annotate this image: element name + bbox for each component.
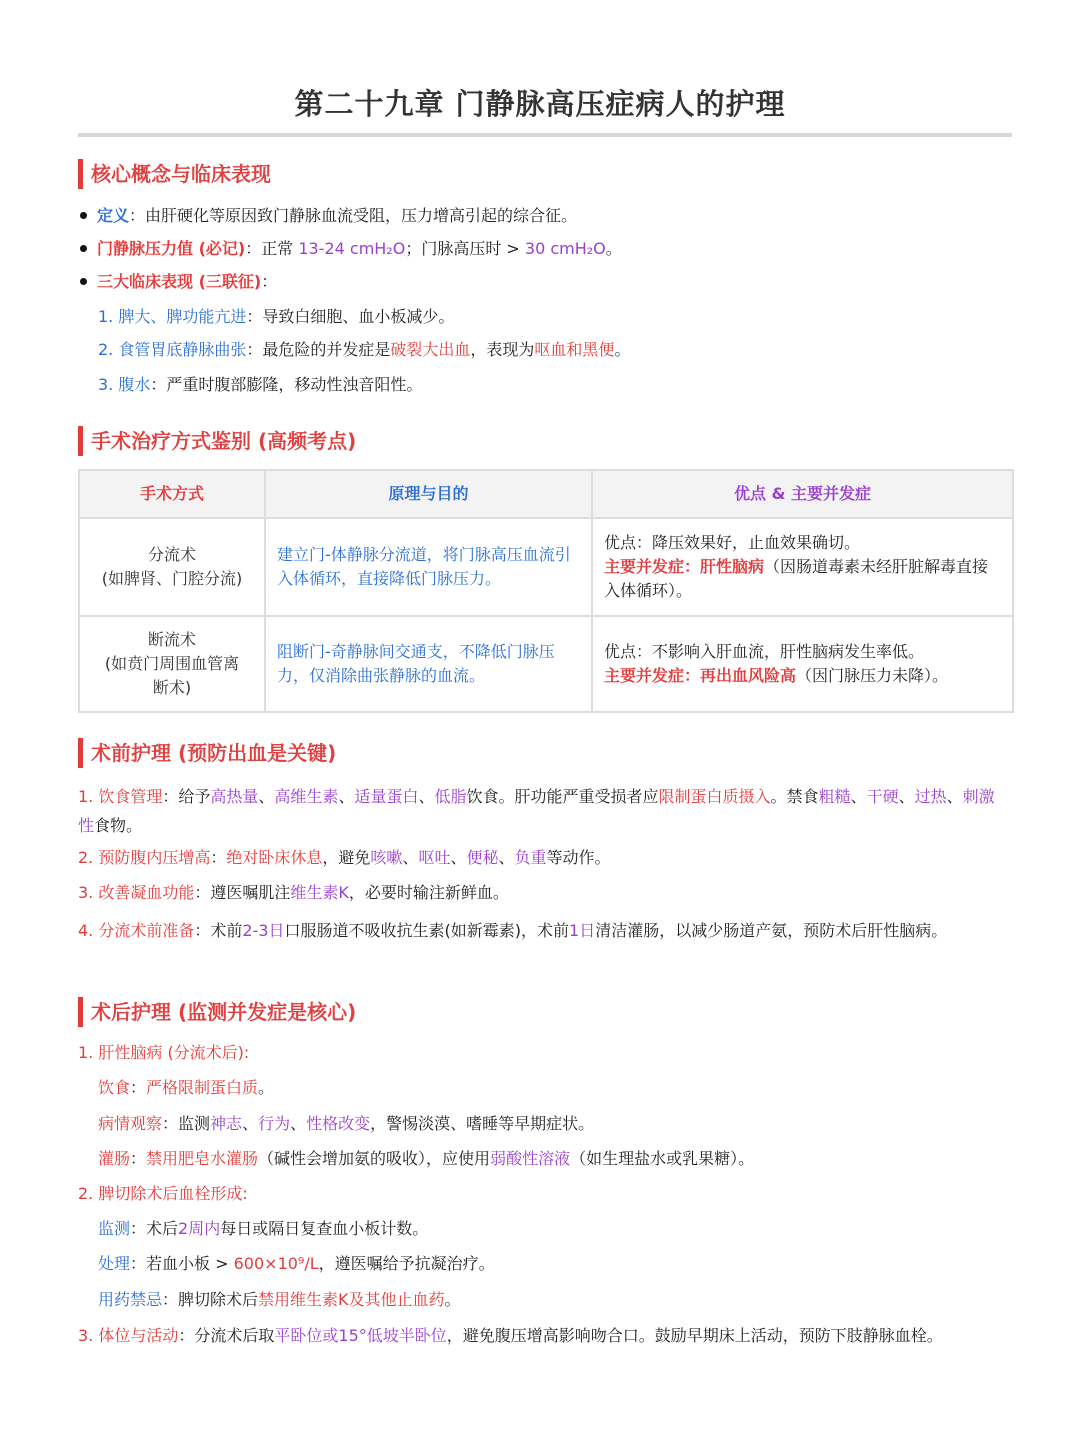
postop-position: 3. 体位与活动：分流术后取平卧位或15°低坡半卧位，避免腹压增高影响吻合口。鼓励早期床上活动，预防下肢静脉血栓。 — [78, 1326, 943, 1345]
highlight: 干硬 — [866, 787, 899, 806]
highlight: 2周内 — [178, 1219, 221, 1238]
triad-item-text: ，表现为 — [470, 340, 535, 359]
item-text: 口服肠道不吸收抗生素(如新霉素)，术前 — [284, 921, 570, 940]
item-text: 。禁食 — [770, 787, 819, 806]
table-row — [79, 518, 1013, 616]
triad-item-3: 3. 腹水：严重时腹部膨隆，移动性浊音阳性。 — [98, 375, 423, 394]
complication-note: （因肠道毒素未经肝脏解毒直接入体循环）。 — [604, 557, 989, 600]
item-text: 术前 — [210, 921, 243, 940]
table-header-row — [79, 470, 1013, 518]
item-text: 每日或隔日复查血小板计数。 — [220, 1219, 429, 1238]
triad-item-1: 1. 脾大、脾功能亢进：导致白细胞、血小板减少。 — [98, 307, 455, 326]
triad-item-label: 3. 腹水 — [98, 375, 151, 394]
item-label: 灌肠 — [98, 1149, 131, 1168]
pressure-high: 30 cmH₂O — [524, 239, 606, 258]
item-text: 分流术后取 — [194, 1326, 275, 1345]
highlight: 咳嗽 — [370, 848, 403, 867]
item-text: 术后 — [146, 1219, 179, 1238]
item-text: 饮食。肝功能严重受损者应 — [466, 787, 659, 806]
item-label: 处理 — [98, 1254, 131, 1273]
highlight: 严格限制蛋白质 — [146, 1078, 259, 1097]
surgery-comparison-table — [78, 469, 1014, 713]
principle-cell: 阻断门-奇静脉间交通支，不降低门脉压力，仅消除曲张静脉的血流。 — [265, 616, 592, 712]
item-text: 监测 — [178, 1114, 211, 1133]
pressure-line: 门静脉压力值 (必记)：正常 13-24 cmH₂O；门脉高压时 > 30 cmH₂O。 — [80, 237, 622, 261]
pros-cell — [592, 518, 1013, 616]
highlight: 适量蛋白 — [354, 787, 419, 806]
complication-label: 主要并发症： — [604, 557, 701, 576]
item-label: 2. 预防腹内压增高 — [78, 848, 211, 867]
item-text: ，必要时输注新鲜血。 — [348, 883, 509, 902]
triad-item-text: 导致白细胞、血小板减少。 — [262, 307, 455, 326]
method-example: 断术) — [152, 678, 192, 697]
highlight: 禁用肥皂水灌肠 — [146, 1149, 259, 1168]
pros-text: 优点：不影响入肝血流，肝性脑病发生率低。 — [604, 642, 925, 661]
preop-pressure: 2. 预防腹内压增高：绝对卧床休息，避免咳嗽、呕吐、便秘、负重等动作。 — [78, 848, 611, 867]
postop-treatment: 处理：若血小板 > 600×10⁹/L，遵医嘱给予抗凝治疗。 — [98, 1254, 495, 1273]
item-text: 食物。 — [94, 816, 143, 835]
item-label: 病情观察 — [98, 1114, 163, 1133]
highlight: 高维生素 — [274, 787, 339, 806]
item-text: 。 — [444, 1290, 461, 1309]
highlight: 绝对卧床休息 — [226, 848, 323, 867]
page-title: 第二十九章 门静脉高压症病人的护理 — [294, 87, 786, 121]
complication-text — [604, 555, 1002, 603]
method-example: (如脾肾、门腔分流) — [101, 569, 243, 588]
highlight: 限制蛋白质摄入 — [658, 787, 771, 806]
item-label: 用药禁忌 — [98, 1290, 163, 1309]
section-marker — [78, 426, 83, 456]
postop-drug-contraindication: 用药禁忌：脾切除术后禁用维生素K及其他止血药。 — [98, 1290, 461, 1309]
pressure-end: 。 — [605, 239, 622, 258]
postop-observation: 病情观察：监测神志、行为、性格改变，警惕淡漠、嗜睡等早期症状。 — [98, 1114, 595, 1133]
column-header-pros: 优点 & 主要并发症 — [592, 470, 1013, 518]
triad-item-label: 2. 食管胃底静脉曲张 — [98, 340, 247, 359]
preop-coagulation: 3. 改善凝血功能：遵医嘱肌注维生素K，必要时输注新鲜血。 — [78, 883, 509, 902]
item-text: 。 — [258, 1078, 275, 1097]
item-text: 脾切除术后 — [178, 1290, 259, 1309]
section-marker — [78, 159, 83, 189]
postop-enema: 灌肠：禁用肥皂水灌肠（碱性会增加氨的吸收），应使用弱酸性溶液（如生理盐水或乳果糖）。 — [98, 1149, 755, 1168]
complication-highlight: 再出血风险高 — [700, 666, 797, 685]
highlight: 600×10⁹/L — [233, 1254, 319, 1273]
item-label: 饮食 — [98, 1078, 131, 1097]
highlight: 2-3日 — [242, 921, 285, 940]
highlight: 粗糙 — [818, 787, 851, 806]
highlight: 行为 — [258, 1114, 291, 1133]
complication-highlight: 肝性脑病 — [700, 557, 765, 576]
pressure-label: 门静脉压力值 (必记) — [97, 239, 246, 258]
pros-cell — [592, 616, 1013, 712]
highlight: 低脂 — [434, 787, 467, 806]
complication-text — [604, 664, 1002, 688]
complication-note: （因门脉压力未降）。 — [796, 666, 949, 685]
complication-label: 主要并发症： — [604, 666, 701, 685]
item-label: 4. 分流术前准备 — [78, 921, 195, 940]
principle-cell: 建立门-体静脉分流道，将门脉高压血流引入体循环，直接降低门脉压力。 — [265, 518, 592, 616]
item-label: 监测 — [98, 1219, 131, 1238]
triad-line: 三大临床表现 (三联征)： — [80, 270, 277, 294]
postop-encephalopathy: 1. 肝性脑病 (分流术后): — [78, 1043, 250, 1062]
highlight: 高热量 — [210, 787, 259, 806]
triad-item-text: 最危险的并发症是 — [262, 340, 391, 359]
item-text: （如生理盐水或乳果糖）。 — [570, 1149, 755, 1168]
section-title: 核心概念与临床表现 — [91, 162, 271, 186]
method-name: 分流术 — [147, 545, 196, 564]
item-label: 1. 饮食管理 — [78, 787, 163, 806]
highlight: 呕血和黑便 — [534, 340, 615, 359]
preop-diet: 1. 饮食管理：给予高热量、高维生素、适量蛋白、低脂饮食。肝功能严重受损者应限制蛋白质摄入。禁食粗糙、干硬、过热、刺激性食物。 — [78, 787, 995, 835]
item-label: 3. 体位与活动 — [78, 1326, 179, 1345]
pressure-pre: 正常 — [261, 239, 299, 258]
highlight: 刺激性 — [78, 787, 995, 835]
postop-monitor: 监测：术后2周内每日或隔日复查血小板计数。 — [98, 1219, 429, 1238]
item-label: 3. 改善凝血功能 — [78, 883, 195, 902]
definition-line: 定义：由肝硬化等原因致门静脉血流受阻，压力增高引起的综合征。 — [80, 204, 577, 228]
item-text: ，避免腹压增高影响吻合口。鼓励早期床上活动，预防下肢静脉血栓。 — [446, 1326, 943, 1345]
title-divider — [78, 133, 1012, 137]
triad-label: 三大临床表现 (三联征) — [97, 272, 262, 291]
highlight: 禁用维生素K及其他止血药 — [258, 1290, 445, 1309]
postop-diet: 饮食：严格限制蛋白质。 — [98, 1078, 275, 1097]
preop-shunt-prep: 4. 分流术前准备：术前2-3日口服肠道不吸收抗生素(如新霉素)，术前1日清洁灌肠，以减少肠道产氨，预防术后肝性脑病。 — [78, 921, 948, 940]
item-text: ，遵医嘱给予抗凝治疗。 — [318, 1254, 495, 1273]
item-text: 遵医嘱肌注 — [210, 883, 291, 902]
section-title: 手术治疗方式鉴别 (高频考点) — [91, 429, 357, 453]
pressure-normal: 13-24 cmH₂O — [298, 239, 406, 258]
pros-text: 优点：降压效果好，止血效果确切。 — [604, 533, 861, 552]
method-name: 断流术 — [147, 630, 196, 649]
bullet-icon — [80, 245, 87, 252]
item-text: ，避免 — [322, 848, 371, 867]
triad-item-text: 严重时腹部膨隆，移动性浊音阳性。 — [166, 375, 423, 394]
bullet-icon — [80, 212, 87, 219]
highlight: 弱酸性溶液 — [490, 1149, 571, 1168]
triad-item-text: 。 — [614, 340, 631, 359]
pressure-mid: ；门脉高压时 > — [405, 239, 525, 258]
method-cell — [79, 518, 265, 616]
table-row — [79, 616, 1013, 712]
section-title: 术后护理 (监测并发症是核心) — [91, 1000, 357, 1024]
definition-text: 由肝硬化等原因致门静脉血流受阻，压力增高引起的综合征。 — [145, 206, 578, 225]
section-marker — [78, 997, 83, 1027]
highlight: 神志 — [210, 1114, 243, 1133]
item-text: （碱性会增加氨的吸收），应使用 — [258, 1149, 491, 1168]
highlight: 呕吐 — [418, 848, 451, 867]
highlight: 负重 — [514, 848, 547, 867]
triad-item-2: 2. 食管胃底静脉曲张：最危险的并发症是破裂大出血，表现为呕血和黑便。 — [98, 340, 631, 359]
section-marker — [78, 738, 83, 768]
highlight: 性格改变 — [306, 1114, 371, 1133]
column-header-principle: 原理与目的 — [265, 470, 592, 518]
postop-thrombosis: 2. 脾切除术后血栓形成: — [78, 1184, 248, 1203]
column-header-method: 手术方式 — [79, 470, 265, 518]
highlight: 便秘 — [466, 848, 499, 867]
definition-label: 定义 — [97, 206, 130, 225]
highlight: 1日 — [569, 921, 596, 940]
highlight: 过热 — [914, 787, 947, 806]
item-text: 等动作。 — [546, 848, 611, 867]
item-text: 清洁灌肠，以减少肠道产氨，预防术后肝性脑病。 — [595, 921, 948, 940]
highlight: 维生素K — [290, 883, 349, 902]
item-text: ，警惕淡漠、嗜睡等早期症状。 — [370, 1114, 595, 1133]
item-text: 给予 — [178, 787, 211, 806]
triad-item-label: 1. 脾大、脾功能亢进 — [98, 307, 247, 326]
item-text: 若血小板 > — [146, 1254, 234, 1273]
bullet-icon — [80, 278, 87, 285]
section-title: 术前护理 (预防出血是关键) — [91, 741, 337, 765]
highlight: 破裂大出血 — [390, 340, 471, 359]
method-example: (如贲门周围血管离 — [104, 654, 240, 673]
method-cell — [79, 616, 265, 712]
highlight: 平卧位或15°低坡半卧位 — [274, 1326, 447, 1345]
